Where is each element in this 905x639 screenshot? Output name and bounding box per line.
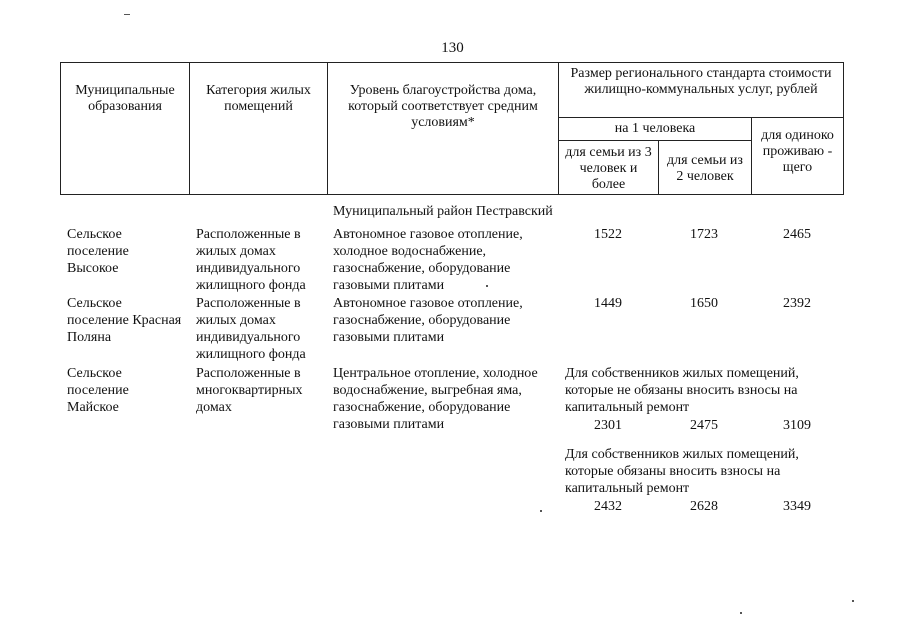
value-single: 2465 [783, 227, 811, 242]
header-family3: для семьи из 3 человек и более [565, 145, 652, 192]
level-cell: Центральное отопление, холодное водоснабжение, выгребная яма, газоснабжение, оборудование газовыми плитами [333, 366, 538, 432]
category-cell: Расположенные в многоквартирных домах [196, 366, 303, 415]
scan-speck [852, 600, 854, 602]
header-level: Уровень благоустройства дома, который соответствует средним условиям* [348, 83, 538, 130]
header-cell-municipality [60, 62, 190, 195]
scan-speck [540, 510, 542, 512]
owner-note: Для собственников жилых помещений, которые обязаны вносить взносы на капитальный ремонт [565, 447, 799, 496]
scan-speck [124, 14, 130, 15]
header-cell-per-person [558, 117, 752, 141]
value-family3: 1449 [594, 296, 622, 311]
header-municipality: Муниципальные образования [75, 83, 175, 114]
value-family3: 2301 [594, 418, 622, 433]
header-family2: для семьи из 2 человек [667, 153, 743, 184]
header-cell-single [751, 117, 844, 195]
header-standard: Размер регионального стандарта стоимости жилищно-коммунальных услуг, рублей [570, 66, 832, 97]
scan-speck [740, 612, 742, 614]
category-cell: Расположенные в жилых домах индивидуального жилищного фонда [196, 296, 306, 362]
municipality-cell: Сельское поселение Майское [67, 366, 129, 415]
value-family3: 2432 [594, 499, 622, 514]
category-cell: Расположенные в жилых домах индивидуального жилищного фонда [196, 227, 306, 293]
scan-speck [486, 285, 488, 287]
value-family3: 1522 [594, 227, 622, 242]
header-cell-family2 [658, 140, 752, 195]
value-family2: 1650 [690, 296, 718, 311]
level-cell: Автономное газовое отопление, холодное водоснабжение, газоснабжение, оборудование газовыми плитами [333, 227, 523, 293]
section-title: Муниципальный район Пестравский [333, 204, 553, 219]
header-cell-standard [558, 62, 844, 118]
owner-note: Для собственников жилых помещений, которые не обязаны вносить взносы на капитальный ремонт [565, 366, 799, 415]
header-cell-family3 [558, 140, 659, 195]
municipality-cell: Сельское поселение Красная Поляна [67, 296, 182, 345]
header-cell-category [189, 62, 328, 195]
value-family2: 2628 [690, 499, 718, 514]
value-family2: 1723 [690, 227, 718, 242]
header-cell-level [327, 62, 559, 195]
value-single: 3109 [783, 418, 811, 433]
level-cell: Автономное газовое отопление, газоснабжение, оборудование газовыми плитами [333, 296, 523, 345]
value-family2: 2475 [690, 418, 718, 433]
header-single: для одиноко проживаю - щего [761, 128, 834, 175]
value-single: 3349 [783, 499, 811, 514]
header-category: Категория жилых помещений [206, 83, 311, 114]
value-single: 2392 [783, 296, 811, 311]
municipality-cell: Сельское поселение Высокое [67, 227, 129, 276]
header-per-person: на 1 человека [614, 121, 696, 136]
page-number: 130 [441, 40, 464, 56]
